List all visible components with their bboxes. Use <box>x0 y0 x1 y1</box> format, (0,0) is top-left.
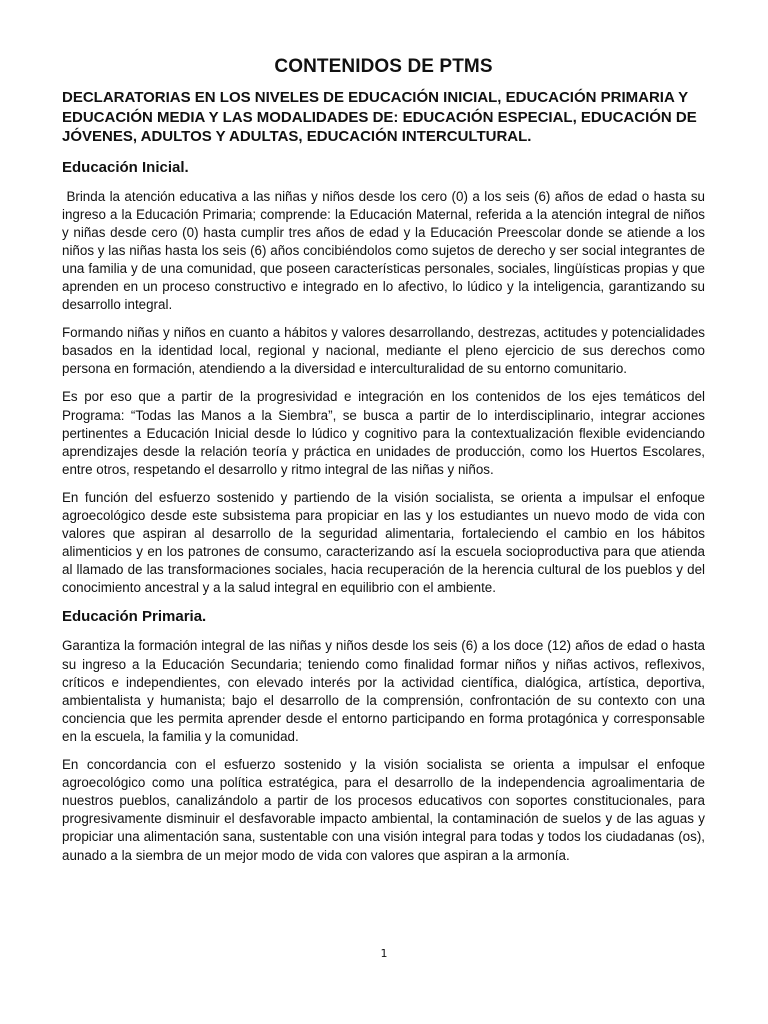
paragraph: Es por eso que a partir de la progresividad e integración en los contenidos de los ejes temáticos del Programa: “Todas las Manos a la Siembra”, se busca a partir de lo interdisciplinario, integrar acciones pertinentes a Educación Inicial desde lo lúdico y cognitivo para la contextualización flexible evidenciando aprendizajes desde la relación teoría y práctica en unidades de producción, como los Huertos Escolares, entre otros, respetando el desarrollo y ritmo integral de las niñas y niños. <box>62 389 705 477</box>
section-educacion-primaria <box>62 607 705 864</box>
section-heading: Educación Primaria. <box>62 608 207 626</box>
section-educacion-inicial <box>62 158 709 598</box>
document-subtitle: DECLARATORIAS EN LOS NIVELES DE EDUCACIÓN INICIAL, EDUCACIÓN PRIMARIA Y EDUCACIÓN MEDIA Y LAS MODALIDADES DE: EDUCACIÓN ESPECIAL, EDUCACIÓN DE JÓVENES, ADULTOS Y ADULTAS, EDUCACIÓN INTERCULTURAL. <box>62 89 697 145</box>
page-number: 1 <box>380 947 388 960</box>
paragraph: Brinda la atención educativa a las niñas y niños desde los cero (0) a los seis (6) años de edad o hasta su ingreso a la Educación Primaria; comprende: la Educación Maternal, referida a la atención integral de niños y niñas desde cero (0) hasta cumplir tres años de edad y la Educación Preescolar donde se atiende a los niños y las niñas hasta los seis (6) años concibiéndolos como sujetos de derecho y ser social integrantes de una familia y de una comunidad, que poseen características personales, sociales, lingüísticas propias y que aprenden en un proceso constructivo e integrado en lo afectivo, lo lúdico y la inteligencia, garantizando su desarrollo integral. <box>62 188 709 313</box>
paragraph: Garantiza la formación integral de las niñas y niños desde los seis (6) a los doce (12) años de edad o hasta su ingreso a la Educación Secundaria; teniendo como finalidad formar niños y niñas activos, reflexivos, críticos e independientes, con elevado interés por la actividad científica, dialógica, artística, deportiva, ambientalista y humanista; bajo el desarrollo de la comprensión, confrontación de su contexto con una conciencia que les permita aprender desde el entorno participando en forma protagónica y corresponsable en la escuela, la familia y la comunidad. <box>62 638 705 744</box>
paragraph: Formando niñas y niños en cuanto a hábitos y valores desarrollando, destrezas, actitudes y potencialidades basados en la identidad local, regional y nacional, mediante el pleno ejercicio de sus derechos como persona en formación, atendiendo a la diversidad e interculturalidad de su entorno comunitario. <box>62 325 705 377</box>
paragraph: En concordancia con el esfuerzo sostenido y la visión socialista se orienta a impulsar el enfoque agroecológico como una política estratégica, para el desarrollo de la independencia agroalimentaria de nuestros pueblos, canalizándolo a partir de los procesos educativos con soportes constitucionales, para progresivamente disminuir el desfavorable impacto ambiental, la contaminación de suelos y de las aguas y propiciar una alimentación sana, sustentable con una visión integral para todas y todos los ciudadanas (os), aunado a la siembra de un mejor modo de vida con valores que aspiran a la armonía. <box>62 757 705 863</box>
document-page <box>62 56 709 875</box>
paragraph: En función del esfuerzo sostenido y partiendo de la visión socialista, se orienta a impulsar el enfoque agroecológico desde este subsistema para propiciar en las y los estudiantes un nuevo modo de vida con valores que aspiran al desarrollo de la seguridad alimentaria, fortaleciendo el cambio en los hábitos alimenticios y en los patrones de consumo, caracterizando así la escuela socioproductiva para que atienda al llamado de las transformaciones sociales, hacia recuperación de la herencia cultural de los pueblos y del conocimiento ancestral y a la salud integral en equilibrio con el ambiente. <box>62 489 705 596</box>
document-title: CONTENIDOS DE PTMS <box>274 56 493 77</box>
section-heading: Educación Inicial. <box>62 158 189 176</box>
